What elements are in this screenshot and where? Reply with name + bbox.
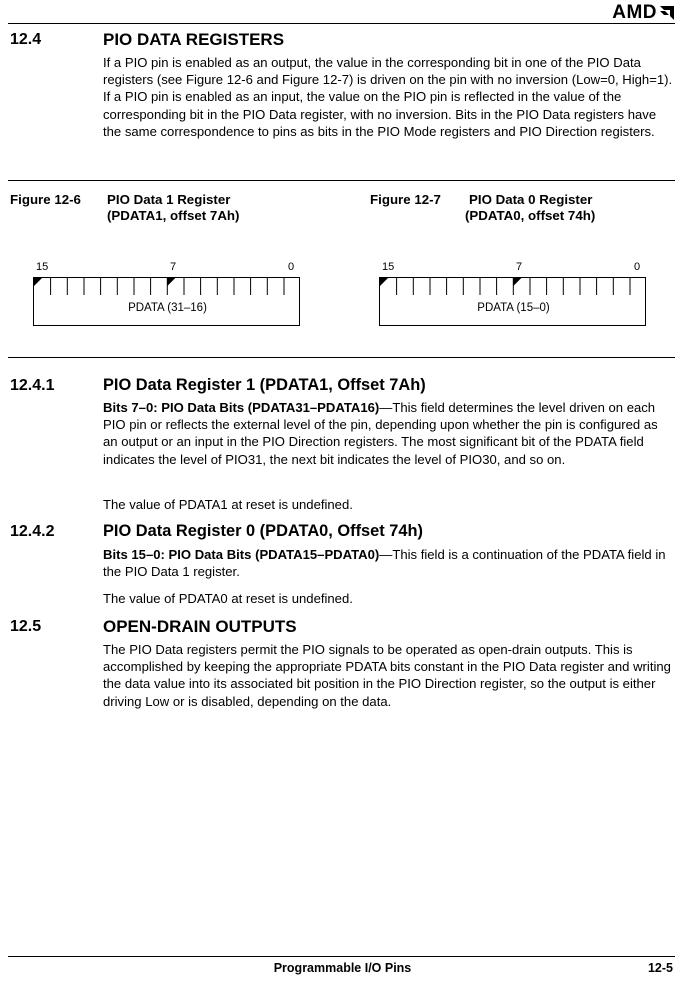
register-diagram-pdata0 [379, 260, 646, 330]
bit-number-low: 0 [634, 261, 641, 273]
figure-title-line1: PIO Data 1 Register [107, 192, 231, 207]
section-title: PIO Data Register 0 (PDATA0, Offset 74h) [103, 522, 423, 540]
section-number: 12.4 [10, 31, 42, 48]
bit-field-description: —This field is a continuation of the PDATA field in the PIO Data 1 register. [103, 547, 666, 580]
section-title: PIO Data Register 1 (PDATA1, Offset 7Ah) [103, 376, 426, 394]
bit-field-lead: Bits 7–0: PIO Data Bits (PDATA31–PDATA16) [103, 400, 380, 415]
bit-number-mid: 7 [170, 261, 177, 273]
reset-value-text: The value of PDATA1 at reset is undefined. [103, 497, 353, 512]
bit-ticks [380, 278, 647, 298]
section-paragraph [103, 399, 675, 468]
register-field-label: PDATA (31–16) [128, 302, 207, 314]
register-diagram-pdata1 [33, 260, 300, 330]
register-box [33, 277, 300, 326]
section-number: 12.5 [10, 618, 42, 635]
figure-label: Figure 12-7 [370, 192, 441, 207]
header-rule [8, 23, 675, 24]
reset-value-text: The value of PDATA0 at reset is undefined. [103, 591, 353, 606]
section-number: 12.4.2 [10, 523, 55, 540]
bit-number-high: 15 [382, 261, 395, 273]
bit-number-mid: 7 [516, 261, 523, 273]
bit-field-description: —This field determines the level driven on each PIO pin or reflects the external level of the pin, depending upon whether the pin is configured as an output or an input in the PIO Direction registers. The most significant bit of the PDATA field indicates the level of PIO31, the next bit indicates the level of PIO30, and so on. [103, 400, 658, 467]
section-number: 12.4.1 [10, 377, 55, 394]
footer-page-number: 12-5 [647, 961, 673, 975]
section-paragraph [103, 546, 675, 580]
figure-top-rule [8, 180, 675, 181]
logo-text: AMD [612, 2, 657, 23]
register-field-label: PDATA (15–0) [477, 302, 550, 314]
figure-label: Figure 12-6 [10, 192, 81, 207]
footer-chapter-title: Programmable I/O Pins [273, 961, 412, 975]
amd-arrow-icon [659, 5, 675, 21]
amd-logo [612, 2, 675, 24]
footer-rule [8, 956, 675, 957]
register-box [379, 277, 646, 326]
figure-title-line2: (PDATA1, offset 7Ah) [107, 208, 240, 223]
bit-number-low: 0 [288, 261, 295, 273]
bit-field-lead: Bits 15–0: PIO Data Bits (PDATA15–PDATA0) [103, 547, 380, 562]
figure-title-line2: (PDATA0, offset 74h) [465, 208, 596, 223]
section-paragraph: If a PIO pin is enabled as an output, the value in the corresponding bit in one of the PIO Data registers (see Figure 12-6 and Figure 12-7) is driven on the pin with no inversion (Low=0, High=1). If a PIO pin is enabled as an input, the value on the PIO pin is reflected in the value of the corresponding bit in the PIO Data register, with no inversion. Bits in the PIO Data registers have the same correspondence to pins as bits in the PIO Mode registers and PIO Direction registers. [103, 55, 673, 139]
bit-number-high: 15 [36, 261, 49, 273]
figure-bottom-rule [8, 357, 675, 358]
section-title: PIO DATA REGISTERS [103, 30, 285, 49]
section-paragraph: The PIO Data registers permit the PIO signals to be operated as open-drain outputs. This is accomplished by keeping the appropriate PDATA bits constant in the PIO Data register and writing the data value into its associated bit position in the PIO Direction register, so the output is either driving Low or is disabled, depending on the data. [103, 642, 671, 709]
figure-title-line1: PIO Data 0 Register [469, 192, 593, 207]
bit-ticks [34, 278, 301, 298]
section-title: OPEN-DRAIN OUTPUTS [103, 617, 297, 636]
